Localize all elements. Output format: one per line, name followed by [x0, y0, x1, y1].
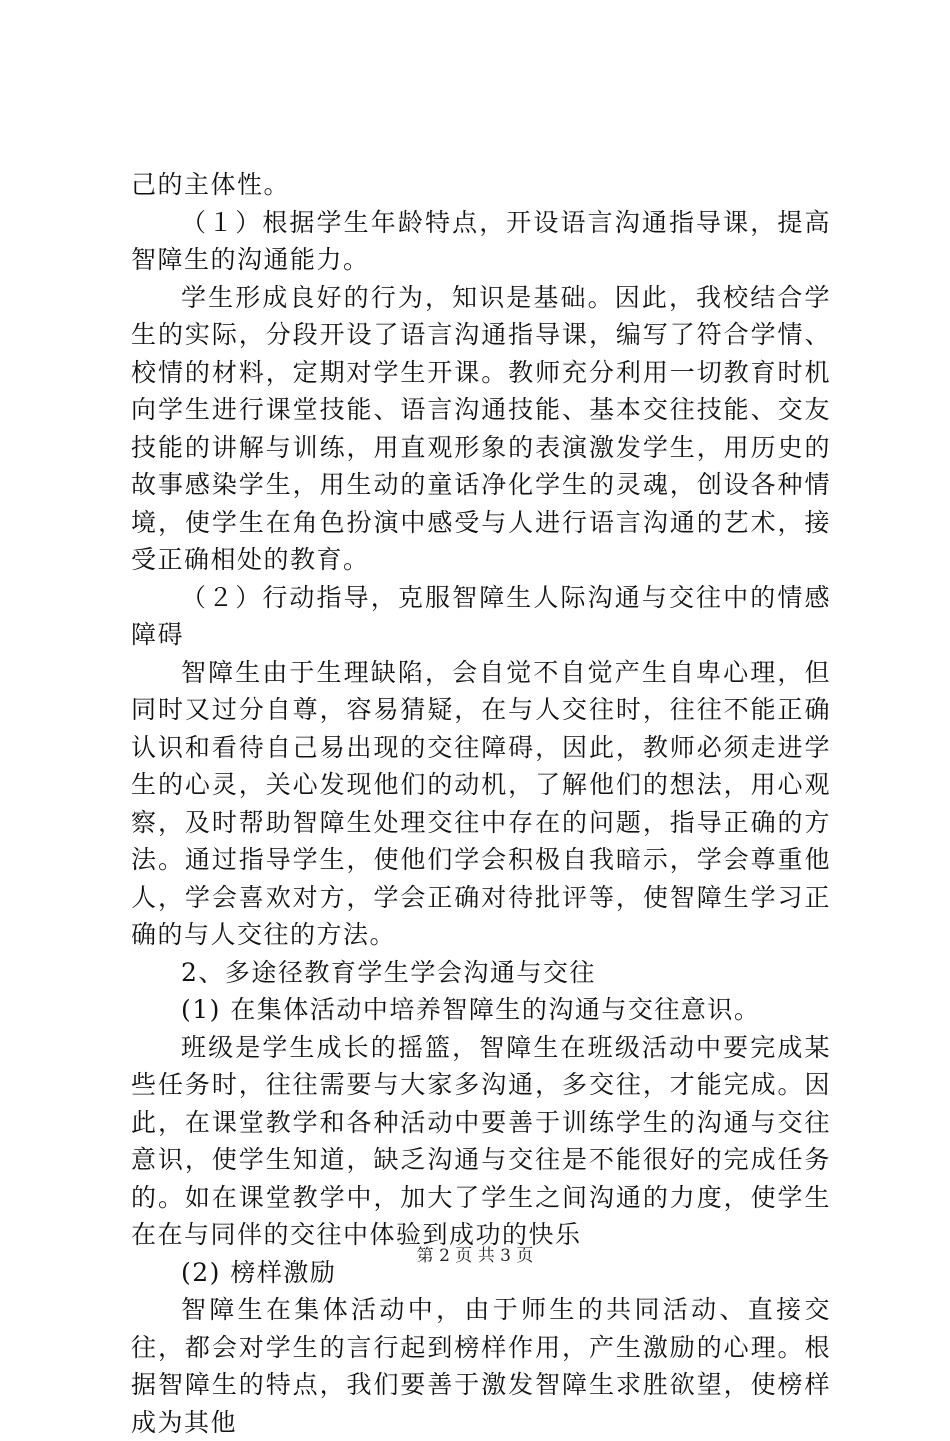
paragraph-heading-4: (2) 榜样激励 [181, 1257, 337, 1287]
section-heading-2: 2、多途径教育学生学会沟通与交往 [181, 957, 596, 987]
paragraph-body-1: 学生形成良好的行为，知识是基础。因此，我校结合学生的实际，分段开设了语言沟通指导课，编写了符合学情、校情的材料，定期对学生开课。教师充分利用一切教育时机向学生进行课堂技能、语言沟通技能、基本交往技能、交友技能的讲解与训练，用直观形象的表演激发学生，用历史的故事感染学生，用生动的童话净化学生的灵魂，创设各种情境，使学生在角色扮演中感受与人进行语言沟通的艺术，接受正确相处的教育。 [131, 282, 831, 574]
paragraph-heading-1: （１）根据学生年龄特点，开设语言沟通指导课，提高智障生的沟通能力。 [131, 207, 831, 274]
paragraph-body-2: 智障生由于生理缺陷，会自觉不自觉产生自卑心理，但同时又过分自尊，容易猜疑，在与人交往时，往往不能正确认识和看待自己易出现的交往障碍，因此，教师必须走进学生的心灵，关心发现他们的动机，了解他们的想法，用心观察，及时帮助智障生处理交往中存在的问题，指导正确的方法。通过指导学生，使他们学会积极自我暗示，学会尊重他人，学会喜欢对方，学会正确对待批评等，使智障生学习正确的与人交往的方法。 [131, 657, 831, 949]
paragraph-body-3: 班级是学生成长的摇篮，智障生在班级活动中要完成某些任务时，往往需要与大家多沟通，多交往，才能完成。因此，在课堂教学和各种活动中要善于训练学生的沟通与交往意识，使学生知道，缺乏沟通与交往是不能很好的完成任务的。如在课堂教学中，加大了学生之间沟通的力度，使学生在在与同伴的交往中体验到成功的快乐 [131, 1032, 831, 1249]
paragraph-body-4: 智障生在集体活动中，由于师生的共同活动、直接交往，都会对学生的言行起到榜样作用，产生激励的心理。根据智障生的特点，我们要善于激发智障生求胜欲望，使榜样成为其他 [131, 1295, 831, 1437]
paragraph-continuation: 己的主体性。 [131, 170, 291, 199]
paragraph-heading-2: （２）行动指导，克服智障生人际沟通与交往中的情感障碍 [131, 582, 831, 649]
page-footer: 第 2 页 共 3 页 [416, 1246, 534, 1266]
paragraph-heading-3: (1) 在集体活动中培养智障生的沟通与交往意识。 [181, 995, 761, 1024]
